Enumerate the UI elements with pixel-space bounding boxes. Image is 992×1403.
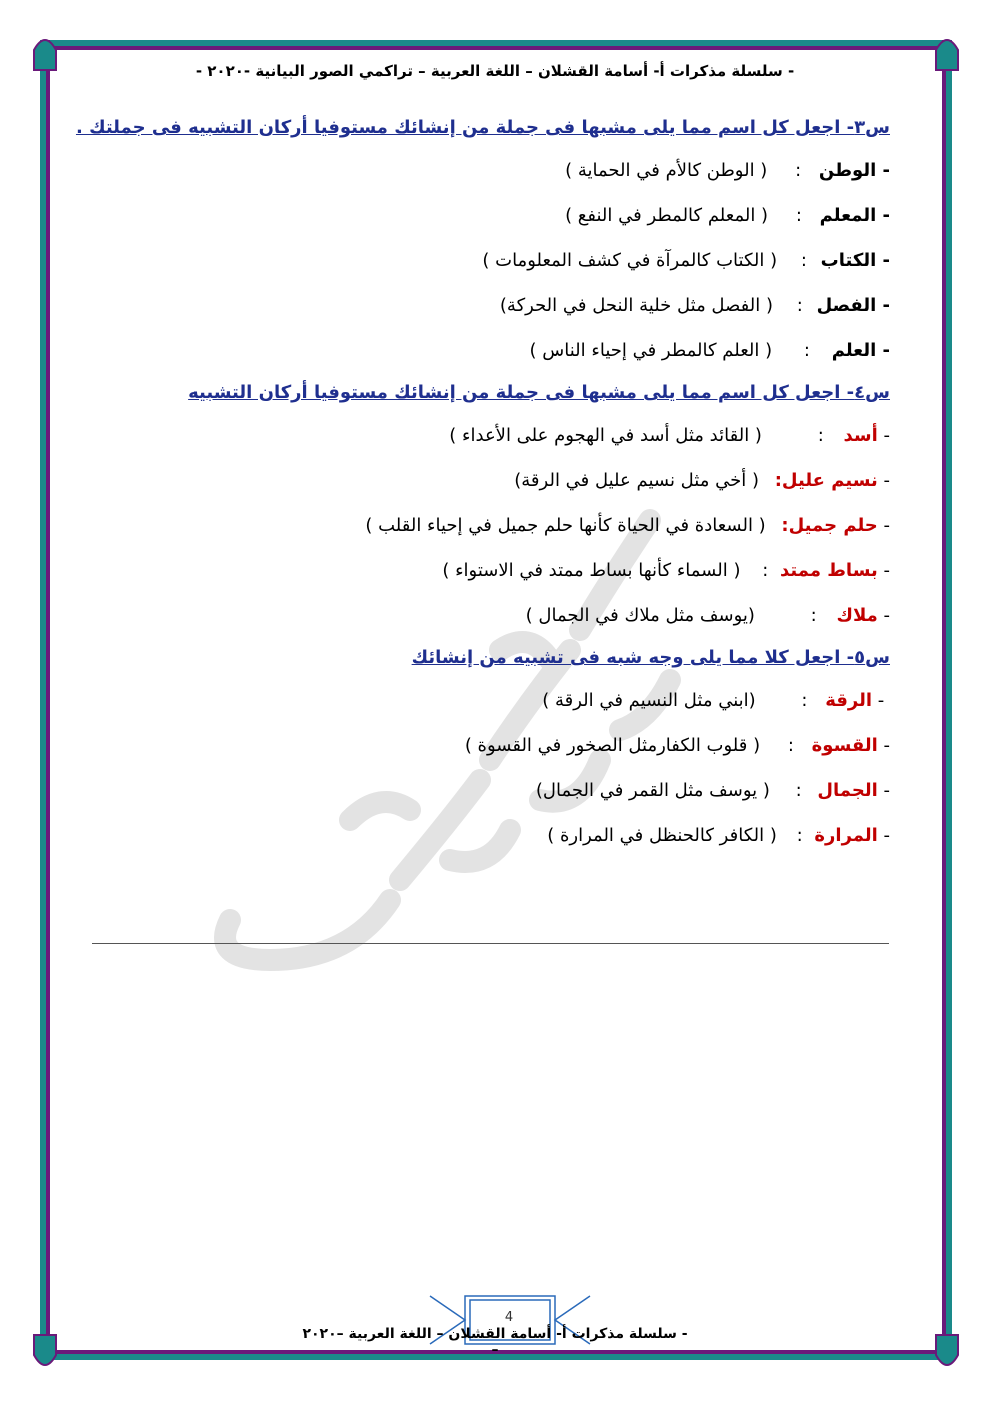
horizontal-divider xyxy=(92,943,889,944)
list-item: - حلم جميل: ( السعادة في الحياة كأنها حلم جميل في إحياء القلب ) xyxy=(365,515,890,536)
item-separator: : xyxy=(803,340,810,361)
item-example: ( المعلم كالمطر في النفع ) xyxy=(565,205,769,226)
list-item xyxy=(100,193,890,238)
list-item: - بساط ممتد : ( السماء كأنها بساط ممتد في الاستواء ) xyxy=(442,560,890,581)
list-item: - القسوة : ( قلوب الكفارمثل الصخور في القسوة ) xyxy=(464,735,890,756)
header-text: - سلسلة مذكرات أ- أسامة القشلان – اللغة العربية – تراكمي الصور البيانية -٢٠٢٠ - xyxy=(195,62,795,80)
item-example: (يوسف مثل ملاك في الجمال ) xyxy=(525,605,755,626)
item-separator: : xyxy=(801,690,808,711)
question-4-title: س٤- اجعل كل اسم مما يلى مشبها فى جملة من إنشائك مستوفيا أركان التشبيه xyxy=(188,382,890,403)
item-term: الرقة xyxy=(825,690,873,711)
item-term: ملاك xyxy=(836,605,878,626)
list-item xyxy=(100,238,890,283)
item-term: حلم جميل: xyxy=(781,515,878,536)
item-term: - الفصل xyxy=(816,295,890,316)
item-example: ( الكافر كالحنظل في المرارة ) xyxy=(547,825,777,846)
item-example: ( الكتاب كالمرآة في كشف المعلومات ) xyxy=(482,250,778,271)
item-term: أسد xyxy=(843,425,878,446)
item-separator: : xyxy=(800,250,807,271)
item-example: ( القائد مثل أسد في الهجوم على الأعداء ) xyxy=(449,425,762,446)
page-number: 4 xyxy=(504,1310,514,1325)
list-item xyxy=(100,148,890,193)
list-item xyxy=(100,328,890,373)
item-example: ( الوطن كالأم في الحماية ) xyxy=(565,160,768,181)
item-separator: : xyxy=(810,605,817,626)
item-example: (ابني مثل النسيم في الرقة ) xyxy=(542,690,756,711)
footer-text: - سلسلة مذكرات أ- أسامة القشلان – اللغة العربية –٢٠٢٠ – xyxy=(302,1326,688,1358)
item-term: - الوطن xyxy=(818,160,890,181)
item-term: بساط ممتد xyxy=(780,560,878,581)
worksheet-content xyxy=(75,108,890,858)
item-term: المرارة xyxy=(814,825,878,846)
item-example: ( أخي مثل نسيم عليل في الرقة) xyxy=(514,470,759,491)
question-3-title: س٣- اجعل كل اسم مما يلى مشبها فى جملة من إنشائك مستوفيا أركان التشبيه فى جملتك . xyxy=(75,117,890,138)
list-item xyxy=(100,283,890,328)
item-separator: : xyxy=(795,160,802,181)
list-item: - أسد : ( القائد مثل أسد في الهجوم على الأعداء ) xyxy=(449,425,890,446)
item-term: الجمال xyxy=(817,780,878,801)
item-term: القسوة xyxy=(811,735,878,756)
item-example: ( السماء كأنها بساط ممتد في الاستواء ) xyxy=(442,560,741,581)
item-separator: : xyxy=(796,295,803,316)
item-example: ( العلم كالمطر في إحياء الناس ) xyxy=(529,340,773,361)
item-separator: : xyxy=(817,425,824,446)
item-separator: : xyxy=(795,780,802,801)
item-term: - الكتاب xyxy=(820,250,890,271)
item-example: ( السعادة في الحياة كأنها حلم جميل في إحياء القلب ) xyxy=(365,515,766,536)
item-separator: : xyxy=(795,205,802,226)
list-item: - الجمال : ( يوسف مثل القمر في الجمال) xyxy=(535,780,890,801)
item-example: ( قلوب الكفارمثل الصخور في القسوة ) xyxy=(464,735,761,756)
item-term: - العلم xyxy=(831,340,890,361)
list-item: - المرارة : ( الكافر كالحنظل في المرارة ) xyxy=(547,825,890,846)
list-item: - الرقة : (ابني مثل النسيم في الرقة ) xyxy=(542,690,890,711)
item-separator: : xyxy=(762,560,769,581)
item-example: ( الفصل مثل خلية النحل في الحركة) xyxy=(499,295,774,316)
list-item: - نسيم عليل: ( أخي مثل نسيم عليل في الرقة) xyxy=(514,470,890,491)
item-separator: : xyxy=(787,735,794,756)
item-term: نسيم عليل: xyxy=(774,470,878,491)
question-5-title: س٥- اجعل كلا مما يلى وجه شبه فى تشبيه من إنشائك xyxy=(411,647,890,668)
item-example: ( يوسف مثل القمر في الجمال) xyxy=(535,780,770,801)
list-item: - ملاك : (يوسف مثل ملاك في الجمال ) xyxy=(525,605,890,626)
item-term: - المعلم xyxy=(819,205,890,226)
item-separator: : xyxy=(796,825,803,846)
